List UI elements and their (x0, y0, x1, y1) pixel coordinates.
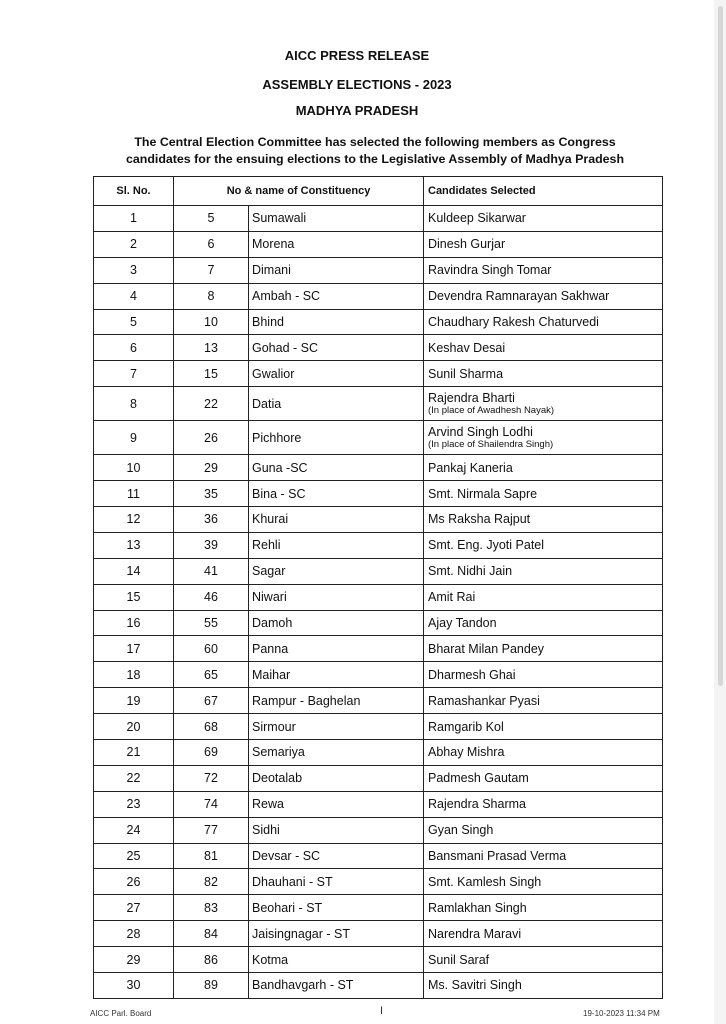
row-constituency-name: Dhauhani - ST (249, 869, 424, 895)
row-sl-no: 7 (94, 361, 174, 387)
row-sl-no: 5 (94, 309, 174, 335)
row-constituency-no: 86 (174, 947, 249, 973)
row-constituency-no: 55 (174, 610, 249, 636)
row-sl-no: 18 (94, 662, 174, 688)
row-sl-no: 26 (94, 869, 174, 895)
table-row (94, 765, 663, 791)
row-candidate (424, 421, 663, 455)
header-sl-no: Sl. No. (94, 177, 174, 206)
row-constituency-no: 46 (174, 584, 249, 610)
row-constituency-name: Sagar (249, 558, 424, 584)
row-candidate: Ms Raksha Rajput (424, 507, 663, 533)
row-sl-no: 9 (94, 421, 174, 455)
row-constituency-name: Sumawali (249, 206, 424, 232)
row-candidate: Ramgarib Kol (424, 714, 663, 740)
row-candidate: Sunil Saraf (424, 947, 663, 973)
table-row (94, 361, 663, 387)
table-row (94, 257, 663, 283)
row-candidate: Smt. Nidhi Jain (424, 558, 663, 584)
row-candidate-note: (In place of Awadhesh Nayak) (428, 405, 555, 417)
table-row (94, 791, 663, 817)
table-row (94, 688, 663, 714)
row-constituency-no: 41 (174, 558, 249, 584)
row-candidate: Keshav Desai (424, 335, 663, 361)
table-row (94, 455, 663, 481)
row-candidate-note: (In place of Shailendra Singh) (428, 439, 554, 451)
row-constituency-name: Dimani (249, 257, 424, 283)
row-constituency-name: Rewa (249, 791, 424, 817)
row-candidate: Abhay Mishra (424, 740, 663, 766)
row-constituency-no: 26 (174, 421, 249, 455)
row-candidate: Ravindra Singh Tomar (424, 257, 663, 283)
row-sl-no: 30 (94, 973, 174, 999)
table-row (94, 309, 663, 335)
table-body (94, 206, 663, 999)
footer-board-label: AICC Parl. Board (90, 1009, 152, 1018)
row-sl-no: 1 (94, 206, 174, 232)
row-constituency-no: 81 (174, 843, 249, 869)
row-constituency-name: Damoh (249, 610, 424, 636)
row-constituency-name: Rampur - Baghelan (249, 688, 424, 714)
row-constituency-name: Semariya (249, 740, 424, 766)
row-sl-no: 20 (94, 714, 174, 740)
row-candidate: Amit Rai (424, 584, 663, 610)
row-constituency-no: 39 (174, 532, 249, 558)
row-candidate: Ramashankar Pyasi (424, 688, 663, 714)
table-row (94, 532, 663, 558)
row-constituency-no: 6 (174, 231, 249, 257)
row-constituency-no: 89 (174, 973, 249, 999)
row-constituency-no: 82 (174, 869, 249, 895)
row-constituency-name: Sirmour (249, 714, 424, 740)
row-constituency-name: Morena (249, 231, 424, 257)
row-sl-no: 16 (94, 610, 174, 636)
row-constituency-no: 29 (174, 455, 249, 481)
row-constituency-name: Bina - SC (249, 481, 424, 507)
row-constituency-no: 84 (174, 921, 249, 947)
row-sl-no: 23 (94, 791, 174, 817)
row-constituency-no: 74 (174, 791, 249, 817)
footer-timestamp: 19-10-2023 11:34 PM (583, 1009, 660, 1018)
row-constituency-no: 67 (174, 688, 249, 714)
election-title: ASSEMBLY ELECTIONS - 2023 (262, 77, 452, 92)
row-sl-no: 2 (94, 231, 174, 257)
row-constituency-name: Deotalab (249, 765, 424, 791)
row-sl-no: 10 (94, 455, 174, 481)
row-candidate: Smt. Kamlesh Singh (424, 869, 663, 895)
row-constituency-name: Gohad - SC (249, 335, 424, 361)
row-candidate: Kuldeep Sikarwar (424, 206, 663, 232)
row-constituency-name: Beohari - ST (249, 895, 424, 921)
row-sl-no: 21 (94, 740, 174, 766)
row-constituency-name: Devsar - SC (249, 843, 424, 869)
row-candidate: Ajay Tandon (424, 610, 663, 636)
row-sl-no: 13 (94, 532, 174, 558)
row-constituency-name: Khurai (249, 507, 424, 533)
row-constituency-no: 68 (174, 714, 249, 740)
row-sl-no: 29 (94, 947, 174, 973)
row-constituency-name: Panna (249, 636, 424, 662)
row-candidate: Smt. Eng. Jyoti Patel (424, 532, 663, 558)
row-sl-no: 19 (94, 688, 174, 714)
table-row (94, 869, 663, 895)
table-row (94, 507, 663, 533)
row-constituency-no: 15 (174, 361, 249, 387)
row-constituency-name: Rehli (249, 532, 424, 558)
row-sl-no: 11 (94, 481, 174, 507)
row-constituency-no: 13 (174, 335, 249, 361)
row-candidate: Padmesh Gautam (424, 765, 663, 791)
header-constituency: No & name of Constituency (174, 177, 424, 206)
row-constituency-no: 65 (174, 662, 249, 688)
table-row (94, 206, 663, 232)
row-constituency-no: 69 (174, 740, 249, 766)
row-constituency-no: 7 (174, 257, 249, 283)
row-constituency-name: Bandhavgarh - ST (249, 973, 424, 999)
row-candidate: Bharat Milan Pandey (424, 636, 663, 662)
table-row (94, 714, 663, 740)
row-candidate: Chaudhary Rakesh Chaturvedi (424, 309, 663, 335)
row-constituency-name: Kotma (249, 947, 424, 973)
table-header-row (94, 177, 663, 206)
row-constituency-name: Sidhi (249, 817, 424, 843)
row-candidate: Bansmani Prasad Verma (424, 843, 663, 869)
row-constituency-name: Guna -SC (249, 455, 424, 481)
row-sl-no: 27 (94, 895, 174, 921)
table-row (94, 283, 663, 309)
row-sl-no: 4 (94, 283, 174, 309)
table-row (94, 817, 663, 843)
row-constituency-name: Pichhore (249, 421, 424, 455)
row-sl-no: 3 (94, 257, 174, 283)
row-candidate: Gyan Singh (424, 817, 663, 843)
row-sl-no: 25 (94, 843, 174, 869)
row-candidate: Devendra Ramnarayan Sakhwar (424, 283, 663, 309)
row-candidate: Smt. Nirmala Sapre (424, 481, 663, 507)
row-constituency-no: 72 (174, 765, 249, 791)
table-row (94, 387, 663, 421)
row-sl-no: 8 (94, 387, 174, 421)
row-constituency-name: Datia (249, 387, 424, 421)
candidates-table (93, 176, 663, 999)
table-row (94, 895, 663, 921)
table-row (94, 421, 663, 455)
header-candidate: Candidates Selected (424, 177, 663, 206)
scrollbar-thumb[interactable] (718, 6, 723, 686)
table-row (94, 584, 663, 610)
row-sl-no: 28 (94, 921, 174, 947)
row-constituency-no: 10 (174, 309, 249, 335)
row-constituency-no: 83 (174, 895, 249, 921)
row-candidate-name: Arvind Singh Lodhi (428, 425, 533, 440)
row-candidate: Pankaj Kaneria (424, 455, 663, 481)
table-row (94, 558, 663, 584)
row-candidate: Rajendra Sharma (424, 791, 663, 817)
row-constituency-no: 22 (174, 387, 249, 421)
row-candidate: Dinesh Gurjar (424, 231, 663, 257)
row-constituency-name: Ambah - SC (249, 283, 424, 309)
row-sl-no: 14 (94, 558, 174, 584)
row-constituency-no: 77 (174, 817, 249, 843)
table-row (94, 610, 663, 636)
intro-line-2: candidates for the ensuing elections to the Legislative Assembly of Madhya Pradesh (125, 152, 625, 166)
row-candidate: Narendra Maravi (424, 921, 663, 947)
row-constituency-no: 5 (174, 206, 249, 232)
intro-line-1: The Central Election Committee has selected the following members as Congress (134, 135, 616, 149)
row-candidate: Ramlakhan Singh (424, 895, 663, 921)
row-candidate: Sunil Sharma (424, 361, 663, 387)
row-constituency-name: Bhind (249, 309, 424, 335)
row-sl-no: 15 (94, 584, 174, 610)
row-constituency-no: 36 (174, 507, 249, 533)
row-sl-no: 22 (94, 765, 174, 791)
table-row (94, 843, 663, 869)
row-candidate-name: Rajendra Bharti (428, 391, 515, 406)
table-row (94, 636, 663, 662)
row-constituency-name: Gwalior (249, 361, 424, 387)
row-candidate: Ms. Savitri Singh (424, 973, 663, 999)
table-row (94, 481, 663, 507)
table-row (94, 973, 663, 999)
row-constituency-name: Niwari (249, 584, 424, 610)
row-constituency-name: Maihar (249, 662, 424, 688)
state-title: MADHYA PRADESH (295, 103, 419, 118)
table-row (94, 740, 663, 766)
table-row (94, 662, 663, 688)
footer-page-marker: I (380, 1005, 384, 1017)
intro-paragraph (0, 134, 726, 168)
row-candidate (424, 387, 663, 421)
row-sl-no: 12 (94, 507, 174, 533)
row-sl-no: 24 (94, 817, 174, 843)
row-constituency-no: 60 (174, 636, 249, 662)
press-release-title: AICC PRESS RELEASE (284, 48, 430, 63)
table-row (94, 335, 663, 361)
row-candidate: Dharmesh Ghai (424, 662, 663, 688)
row-constituency-no: 35 (174, 481, 249, 507)
table-row (94, 947, 663, 973)
table-row (94, 921, 663, 947)
row-sl-no: 17 (94, 636, 174, 662)
row-constituency-no: 8 (174, 283, 249, 309)
row-constituency-name: Jaisingnagar - ST (249, 921, 424, 947)
table-row (94, 231, 663, 257)
row-sl-no: 6 (94, 335, 174, 361)
